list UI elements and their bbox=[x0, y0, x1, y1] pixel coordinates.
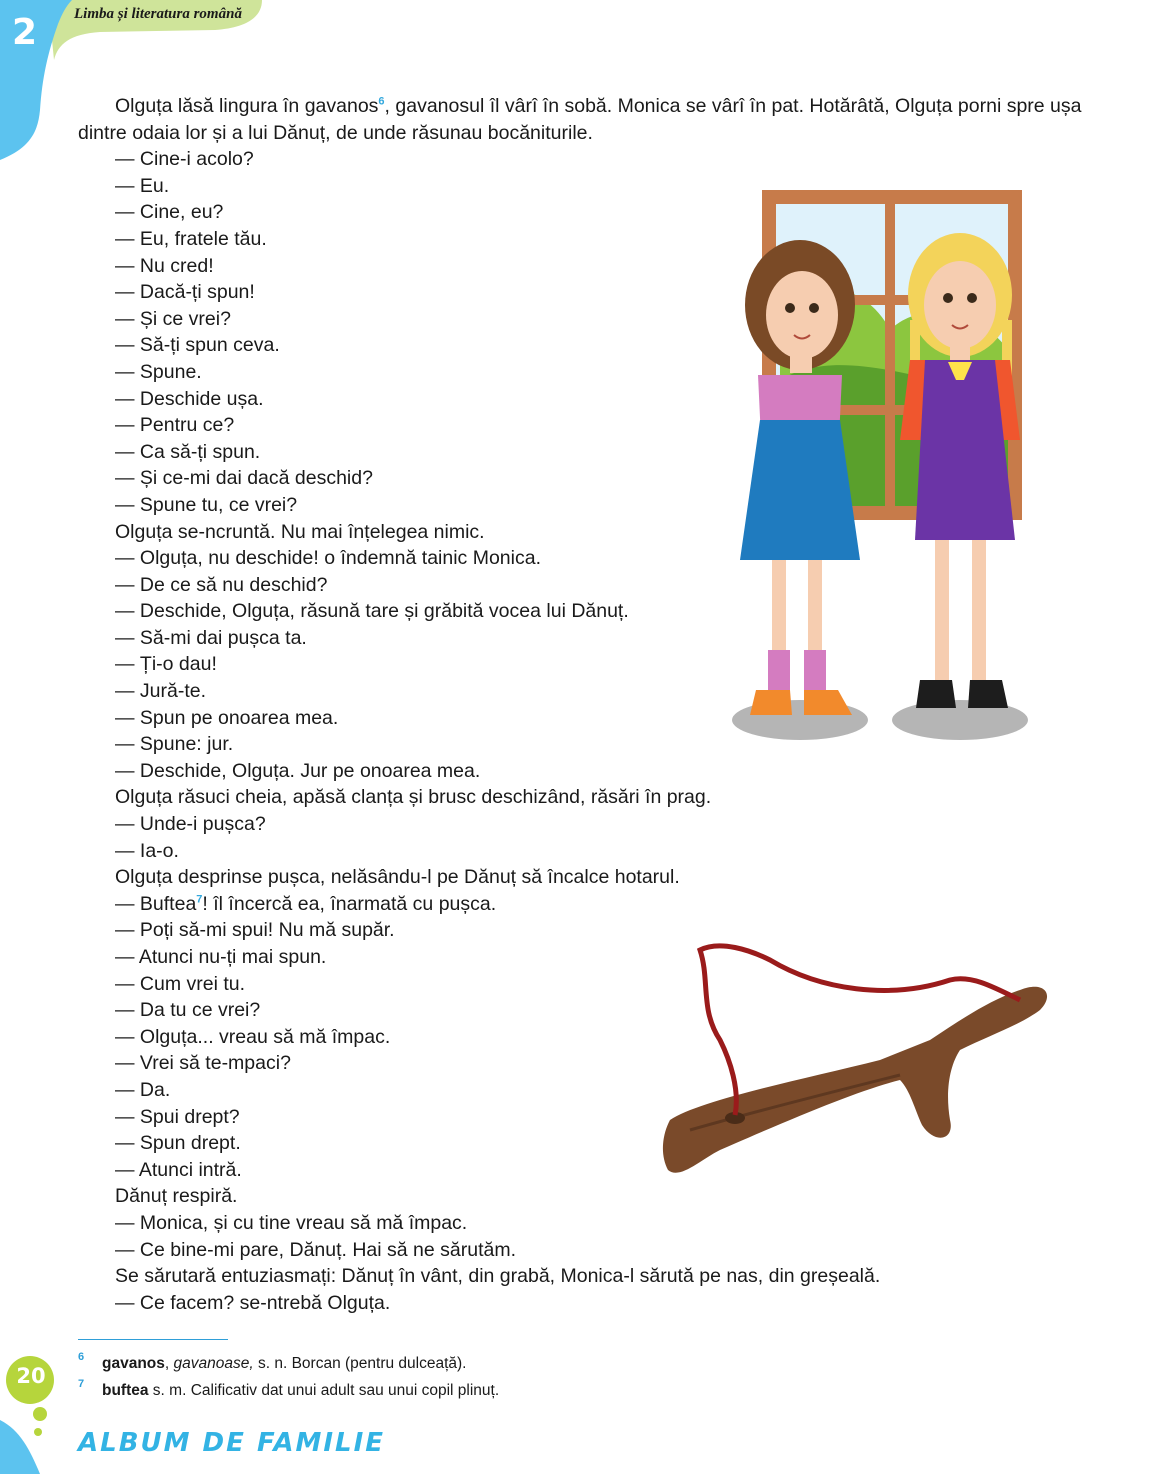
dialogue-line: — Spune tu, ce vrei? bbox=[115, 493, 298, 516]
footnote-term: gavanos bbox=[102, 1355, 165, 1372]
wooden-toy-gun-illustration bbox=[660, 940, 1060, 1200]
dialogue-line: — Dacă-ți spun! bbox=[115, 281, 255, 304]
dialogue-line: — Da. bbox=[115, 1078, 171, 1101]
dialogue-line: — Deschide, Olguța, răsună tare și grăbită vocea lui Dănuț. bbox=[115, 600, 629, 623]
dialogue-line: — Poți să-mi spui! Nu mă supăr. bbox=[115, 919, 395, 942]
dialogue-line: — Jură-te. bbox=[115, 680, 207, 703]
dialogue-line: — Să-mi dai pușca ta. bbox=[115, 626, 307, 649]
footnote-7: 7 buftea s. m. Calificativ dat unui adult sau unui copil plinuț. bbox=[78, 1378, 500, 1399]
dialogue-line: — Ca să-ți spun. bbox=[115, 440, 261, 463]
dialogue-line: — Cum vrei tu. bbox=[115, 972, 246, 995]
chapter-number: 2 bbox=[12, 12, 38, 53]
footnote-ref-6[interactable]: 6 bbox=[378, 95, 385, 108]
dialogue-line: Dănuț respiră. bbox=[115, 1185, 238, 1208]
footnote-term: buftea bbox=[102, 1382, 149, 1399]
dialogue-line: — Ia-o. bbox=[115, 839, 179, 862]
dialogue-line: — Spun pe onoarea mea. bbox=[115, 706, 339, 729]
dialogue-line: — Vrei să te-mpaci? bbox=[115, 1052, 291, 1075]
dialogue-line-buftea: — Buftea$^7$! îl încercă ea, înarmată cu pușca. bbox=[115, 892, 497, 915]
dialogue-line: Olguța desprinse pușca, nelăsându-l pe Dănuț să încalce hotarul. bbox=[115, 866, 680, 889]
dialogue-line: — Deschide, Olguța. Jur pe onoarea mea. bbox=[115, 759, 481, 782]
opening-paragraph: Olguța lăsă lingura în gavanos$^6$, gavanosul îl vârî în sobă. Monica se vârî în pat. Hotărâtă, Olguța porni spre ușa dintre odaia lor și a lui Dănuț, de unde răsunau bocăniturile. bbox=[78, 95, 1082, 144]
footnotes bbox=[78, 1350, 499, 1404]
footnote-6: 6 gavanos, gavanoase, s. n. Borcan (pentru dulceață). bbox=[78, 1351, 467, 1372]
dialogue-line: — Ce bine-mi pare, Dănuț. Hai să ne sărutăm. bbox=[115, 1238, 517, 1261]
dialogue-line: — Unde-i pușca? bbox=[115, 813, 266, 836]
footnote-divider bbox=[78, 1339, 228, 1340]
dialogue-line: — Spun drept. bbox=[115, 1132, 241, 1155]
dialogue-line: — Cine-i acolo? bbox=[115, 148, 254, 171]
footnote-forms: gavanoase, bbox=[173, 1355, 254, 1372]
dialogue-line: — Spui drept? bbox=[115, 1105, 240, 1128]
footnote-definition: s. m. Calificativ dat unui adult sau unui copil plinuț. bbox=[148, 1382, 500, 1399]
dialogue-line: — Să-ți spun ceva. bbox=[115, 334, 280, 357]
dialogue-line: — Nu cred! bbox=[115, 254, 214, 277]
dialogue-line: — Cine, eu? bbox=[115, 201, 224, 224]
dialogue-line: — Deschide ușa. bbox=[115, 387, 264, 410]
dialogue-line: — Da tu ce vrei? bbox=[115, 999, 261, 1022]
dialogue-line: — Atunci nu-ți mai spun. bbox=[115, 946, 327, 968]
dialogue-line: — Ți-o dau! bbox=[115, 653, 217, 676]
dialogue-line: — Olguța, nu deschide! o îndemnă tainic Monica. bbox=[115, 547, 541, 570]
dialogue-line: — Eu, fratele tău. bbox=[115, 227, 267, 250]
dialogue-line: — Ce facem? se-ntrebă Olguța. bbox=[115, 1291, 391, 1314]
dialogue-line: — Olguța... vreau să mă împac. bbox=[115, 1025, 391, 1048]
dialogue-line: — Și ce-mi dai dacă deschid? bbox=[115, 467, 373, 490]
dialogue-line: — De ce să nu deschid? bbox=[115, 573, 328, 596]
dialogue-line: — Monica, și cu tine vreau să mă împac. bbox=[115, 1211, 468, 1234]
dialogue-line: — Pentru ce? bbox=[115, 414, 235, 437]
dialogue-line: — Eu. bbox=[115, 174, 170, 197]
footnote-definition: s. n. Borcan (pentru dulceață). bbox=[253, 1355, 467, 1372]
dialogue-line: Se sărutară entuziasmați: Dănuț în vânt, din grabă, Monica-l sărută pe nas, din greșeală. bbox=[115, 1265, 881, 1288]
dialogue-line: — Atunci intră. bbox=[115, 1158, 242, 1181]
dialogue-line: — Și ce vrei? bbox=[115, 307, 231, 330]
subject-title: Limba și literatura română bbox=[74, 6, 242, 22]
dialogue-line: Olguța se-ncruntă. Nu mai înțelegea nimic. bbox=[115, 520, 485, 543]
dialogue-line: — Spune. bbox=[115, 360, 202, 383]
girls-at-window-illustration bbox=[720, 180, 1030, 745]
page-number: 20 bbox=[16, 1364, 46, 1388]
dialogue-line: Olguța răsuci cheia, apăsă clanța și brusc deschizând, răsări în prag. bbox=[115, 786, 712, 809]
book-title: ALBUM DE FAMILIE bbox=[78, 1428, 386, 1458]
footnote-ref-7[interactable]: 7 bbox=[196, 893, 203, 906]
dialogue-line: — Spune: jur. bbox=[115, 733, 234, 756]
